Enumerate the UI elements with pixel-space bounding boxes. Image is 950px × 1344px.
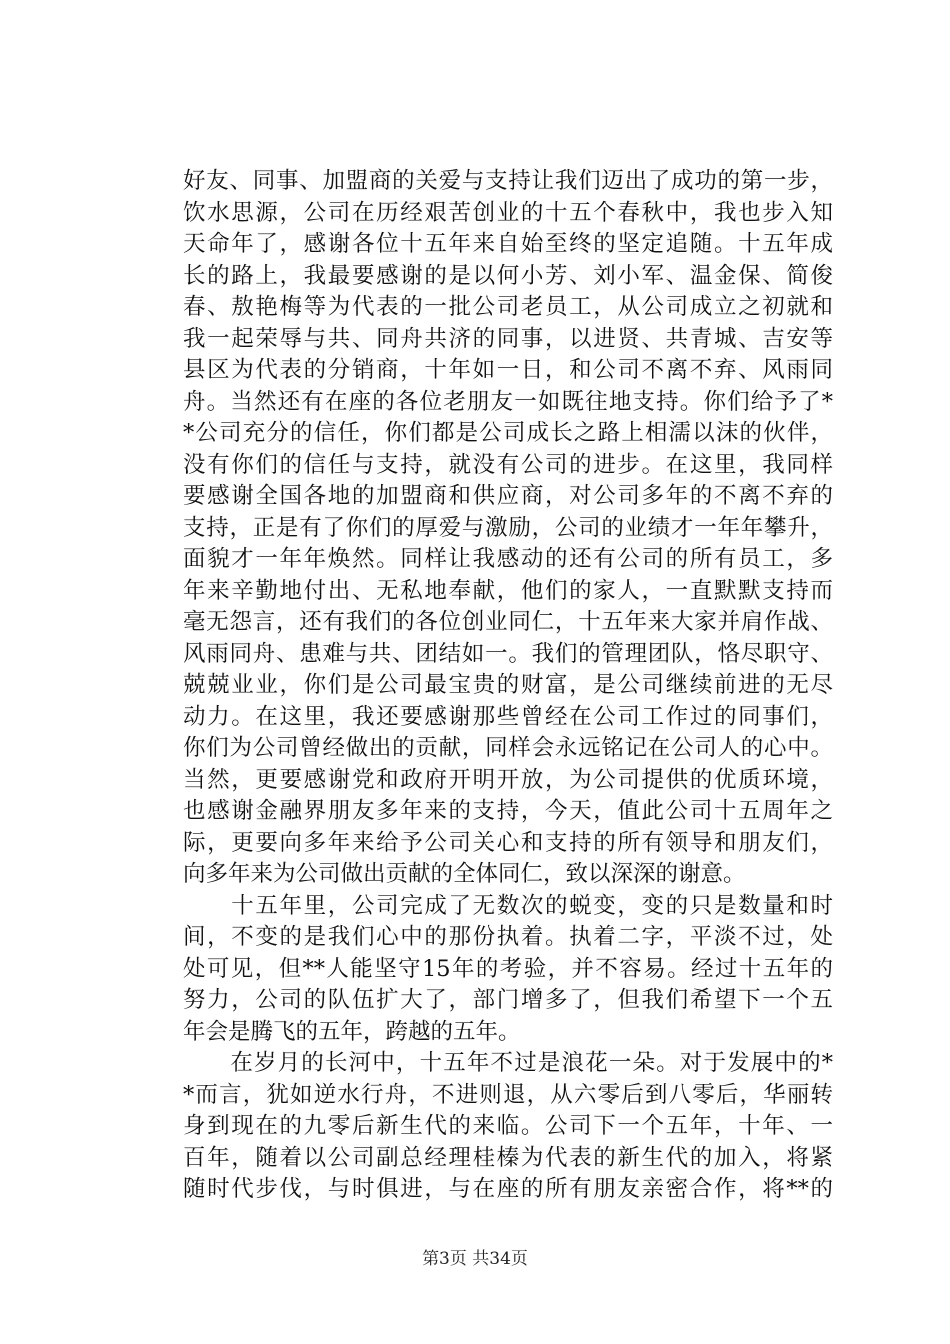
text-line: 天命年了，感谢各位十五年来自始至终的坚定追随。十五年成 — [183, 231, 833, 257]
text-line: 面貌才一年年焕然。同样让我感动的还有公司的所有员工，多 — [183, 546, 833, 572]
text-line: 风雨同舟、患难与共、团结如一。我们的管理团队，恪尽职守、 — [183, 640, 833, 667]
text-line: 也感谢金融界朋友多年来的支持，今天，值此公司十五周年之 — [183, 798, 833, 824]
text-line: 在岁月的长河中，十五年不过是浪花一朵。对于发展中的* — [183, 1050, 833, 1076]
text-line: 饮水思源，公司在历经艰苦创业的十五个春秋中，我也步入知 — [183, 199, 833, 226]
body-text — [183, 166, 833, 1206]
text-line: 随时代步伐，与时俱进，与在座的所有朋友亲密合作，将**的 — [183, 1176, 833, 1202]
text-line: 百年，随着以公司副总经理桂榛为代表的新生代的加入，将紧 — [183, 1144, 833, 1171]
text-line: 动力。在这里，我还要感谢那些曾经在公司工作过的同事们， — [183, 703, 833, 730]
text-line: 支持，正是有了你们的厚爱与激励，公司的业绩才一年年攀升， — [183, 514, 833, 541]
text-line: 年来辛勤地付出、无私地奉献，他们的家人，一直默默支持而 — [183, 577, 833, 604]
text-line: 处可见，但**人能坚守15年的考验，并不容易。经过十五年的 — [183, 955, 833, 982]
text-line: 毫无怨言，还有我们的各位创业同仁，十五年来大家并肩作战、 — [183, 609, 833, 635]
text-line: 间，不变的是我们心中的那份执着。执着二字，平淡不过，处 — [183, 924, 833, 950]
text-line: 长的路上，我最要感谢的是以何小芳、刘小军、温金保、简俊 — [183, 262, 833, 289]
text-line: 努力，公司的队伍扩大了，部门增多了，但我们希望下一个五 — [183, 987, 833, 1013]
text-line: 当然，更要感谢党和政府开明开放，为公司提供的优质环境， — [183, 766, 833, 793]
text-line: 舟。当然还有在座的各位老朋友一如既往地支持。你们给予了* — [183, 388, 833, 415]
text-line: 兢兢业业，你们是公司最宝贵的财富，是公司继续前进的无尽 — [183, 672, 833, 698]
text-line: 向多年来为公司做出贡献的全体同仁，致以深深的谢意。 — [183, 861, 746, 887]
text-line: 没有你们的信任与支持，就没有公司的进步。在这里，我同样 — [183, 451, 833, 478]
text-line: 要感谢全国各地的加盟商和供应商，对公司多年的不离不弃的 — [183, 483, 833, 509]
text-line: 春、敖艳梅等为代表的一批公司老员工，从公司成立之初就和 — [183, 294, 833, 320]
text-line: *而言，犹如逆水行舟，不进则退，从六零后到八零后，华丽转 — [183, 1081, 833, 1108]
text-line: 际，更要向多年来给予公司关心和支持的所有领导和朋友们， — [183, 829, 833, 856]
page-footer: 第3页 共34页 — [422, 1249, 528, 1269]
text-line: 好友、同事、加盟商的关爱与支持让我们迈出了成功的第一步， — [183, 168, 833, 194]
text-line: 你们为公司曾经做出的贡献，同样会永远铭记在公司人的心中。 — [183, 735, 833, 761]
text-line: 我一起荣辱与共、同舟共济的同事，以进贤、共青城、吉安等 — [183, 325, 833, 352]
text-line: 身到现在的九零后新生代的来临。公司下一个五年，十年、一 — [183, 1113, 833, 1139]
text-line: 十五年里，公司完成了无数次的蜕变，变的只是数量和时 — [183, 892, 833, 919]
text-line: 年会是腾飞的五年，跨越的五年。 — [183, 1018, 521, 1045]
text-line: 县区为代表的分销商，十年如一日，和公司不离不弃、风雨同 — [183, 357, 833, 383]
text-line: *公司充分的信任，你们都是公司成长之路上相濡以沫的伙伴， — [183, 420, 833, 446]
